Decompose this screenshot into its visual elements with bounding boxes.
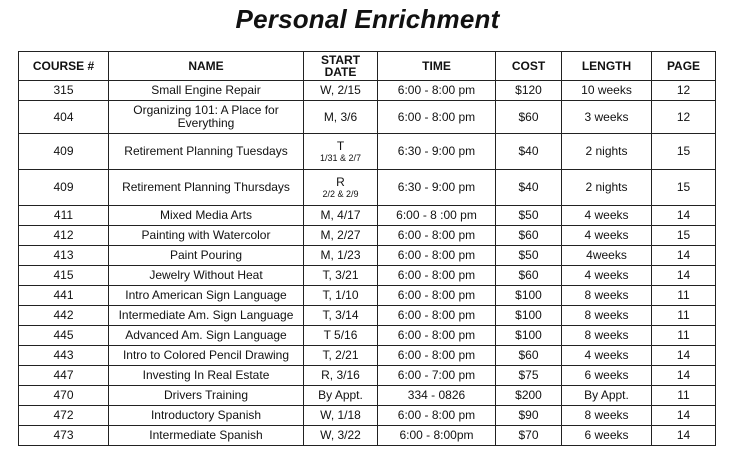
start-date: M, 2/27	[304, 226, 378, 246]
course-time: 6:30 - 9:00 pm	[378, 170, 496, 206]
course-page: 14	[652, 426, 716, 446]
course-name: Intermediate Spanish	[109, 426, 304, 446]
table-row	[19, 226, 716, 246]
start-date	[304, 170, 378, 206]
course-number: 409	[19, 170, 109, 206]
course-number: 470	[19, 386, 109, 406]
course-cost: $50	[496, 206, 562, 226]
course-page: 11	[652, 386, 716, 406]
start-date: T, 1/10	[304, 286, 378, 306]
course-page: 11	[652, 326, 716, 346]
course-page: 14	[652, 266, 716, 286]
course-length: 8 weeks	[562, 306, 652, 326]
course-name: Intermediate Am. Sign Language	[109, 306, 304, 326]
table-row	[19, 346, 716, 366]
start-date: T, 2/21	[304, 346, 378, 366]
course-cost: $60	[496, 101, 562, 134]
course-length: 8 weeks	[562, 286, 652, 306]
course-cost: $40	[496, 170, 562, 206]
table-row	[19, 286, 716, 306]
course-name: Paint Pouring	[109, 246, 304, 266]
table-row	[19, 366, 716, 386]
course-cost: $100	[496, 326, 562, 346]
course-name: Small Engine Repair	[109, 81, 304, 101]
course-number: 473	[19, 426, 109, 446]
start-date: T, 3/21	[304, 266, 378, 286]
course-time: 6:00 - 8:00 pm	[378, 306, 496, 326]
header-cost: COST	[496, 52, 562, 81]
header-start-date: START DATE	[304, 52, 378, 81]
header-page: PAGE	[652, 52, 716, 81]
course-cost: $60	[496, 346, 562, 366]
course-time: 334 - 0826	[378, 386, 496, 406]
course-cost: $50	[496, 246, 562, 266]
course-page: 14	[652, 406, 716, 426]
course-page: 14	[652, 246, 716, 266]
header-length: LENGTH	[562, 52, 652, 81]
start-date: M, 1/23	[304, 246, 378, 266]
course-time: 6:00 - 8 :00 pm	[378, 206, 496, 226]
table-row	[19, 406, 716, 426]
course-page: 12	[652, 81, 716, 101]
start-date-day: T	[336, 139, 345, 153]
course-number: 404	[19, 101, 109, 134]
table-row	[19, 306, 716, 326]
course-cost: $60	[496, 266, 562, 286]
course-time: 6:00 - 8:00 pm	[378, 101, 496, 134]
course-length: 6 weeks	[562, 426, 652, 446]
table-row	[19, 206, 716, 226]
table-row	[19, 170, 716, 206]
course-page: 11	[652, 286, 716, 306]
course-length: 4 weeks	[562, 206, 652, 226]
start-date: W, 2/15	[304, 81, 378, 101]
course-length: 2 nights	[562, 170, 652, 206]
course-table	[18, 51, 716, 446]
course-name: Retirement Planning Tuesdays	[109, 134, 304, 170]
course-time: 6:00 - 8:00pm	[378, 426, 496, 446]
course-page: 14	[652, 366, 716, 386]
course-name: Advanced Am. Sign Language	[109, 326, 304, 346]
course-length: 4 weeks	[562, 226, 652, 246]
course-cost: $120	[496, 81, 562, 101]
course-length: 4weeks	[562, 246, 652, 266]
course-cost: $60	[496, 226, 562, 246]
course-time: 6:00 - 8:00 pm	[378, 286, 496, 306]
course-name: Intro to Colored Pencil Drawing	[109, 346, 304, 366]
course-number: 447	[19, 366, 109, 386]
course-number: 445	[19, 326, 109, 346]
course-cost: $100	[496, 286, 562, 306]
course-length: 4 weeks	[562, 346, 652, 366]
course-number: 441	[19, 286, 109, 306]
course-name: Introductory Spanish	[109, 406, 304, 426]
course-length: By Appt.	[562, 386, 652, 406]
table-row	[19, 326, 716, 346]
course-page: 15	[652, 134, 716, 170]
course-time: 6:00 - 8:00 pm	[378, 246, 496, 266]
table-row	[19, 426, 716, 446]
course-number: 411	[19, 206, 109, 226]
course-cost: $75	[496, 366, 562, 386]
course-time: 6:00 - 8:00 pm	[378, 406, 496, 426]
start-date: M, 3/6	[304, 101, 378, 134]
course-name: Organizing 101: A Place for Everything	[109, 101, 304, 134]
course-name: Investing In Real Estate	[109, 366, 304, 386]
course-length: 8 weeks	[562, 326, 652, 346]
header-time: TIME	[378, 52, 496, 81]
course-number: 409	[19, 134, 109, 170]
table-row	[19, 81, 716, 101]
course-cost: $100	[496, 306, 562, 326]
start-date-dates: 2/2 & 2/9	[322, 189, 359, 199]
table-row	[19, 101, 716, 134]
table-row	[19, 266, 716, 286]
course-time: 6:00 - 8:00 pm	[378, 81, 496, 101]
header-course: COURSE #	[19, 52, 109, 81]
course-length: 4 weeks	[562, 266, 652, 286]
course-time: 6:00 - 7:00 pm	[378, 366, 496, 386]
table-header-row	[19, 52, 716, 81]
course-page: 14	[652, 206, 716, 226]
course-number: 443	[19, 346, 109, 366]
table-row	[19, 386, 716, 406]
table-row	[19, 134, 716, 170]
course-number: 442	[19, 306, 109, 326]
start-date-day: R	[336, 175, 345, 189]
course-length: 3 weeks	[562, 101, 652, 134]
start-date: R, 3/16	[304, 366, 378, 386]
course-cost: $90	[496, 406, 562, 426]
course-name: Intro American Sign Language	[109, 286, 304, 306]
course-page: 14	[652, 346, 716, 366]
course-number: 472	[19, 406, 109, 426]
start-date	[304, 134, 378, 170]
course-cost: $70	[496, 426, 562, 446]
course-length: 8 weeks	[562, 406, 652, 426]
start-date: By Appt.	[304, 386, 378, 406]
course-page: 11	[652, 306, 716, 326]
course-length: 10 weeks	[562, 81, 652, 101]
start-date: W, 3/22	[304, 426, 378, 446]
course-page: 15	[652, 226, 716, 246]
course-name: Retirement Planning Thursdays	[109, 170, 304, 206]
course-time: 6:00 - 8:00 pm	[378, 346, 496, 366]
course-number: 415	[19, 266, 109, 286]
course-cost: $40	[496, 134, 562, 170]
course-number: 413	[19, 246, 109, 266]
course-name: Mixed Media Arts	[109, 206, 304, 226]
course-page: 15	[652, 170, 716, 206]
start-date: W, 1/18	[304, 406, 378, 426]
page-title: Personal Enrichment	[235, 4, 500, 34]
course-length: 2 nights	[562, 134, 652, 170]
start-date: T, 3/14	[304, 306, 378, 326]
course-time: 6:00 - 8:00 pm	[378, 326, 496, 346]
course-name: Drivers Training	[109, 386, 304, 406]
course-name: Painting with Watercolor	[109, 226, 304, 246]
start-date: T 5/16	[304, 326, 378, 346]
course-number: 315	[19, 81, 109, 101]
course-name: Jewelry Without Heat	[109, 266, 304, 286]
table-row	[19, 246, 716, 266]
start-date-dates: 1/31 & 2/7	[319, 153, 362, 163]
course-time: 6:30 - 9:00 pm	[378, 134, 496, 170]
course-number: 412	[19, 226, 109, 246]
course-time: 6:00 - 8:00 pm	[378, 226, 496, 246]
course-length: 6 weeks	[562, 366, 652, 386]
start-date: M, 4/17	[304, 206, 378, 226]
course-time: 6:00 - 8:00 pm	[378, 266, 496, 286]
header-name: NAME	[109, 52, 304, 81]
course-cost: $200	[496, 386, 562, 406]
course-page: 12	[652, 101, 716, 134]
